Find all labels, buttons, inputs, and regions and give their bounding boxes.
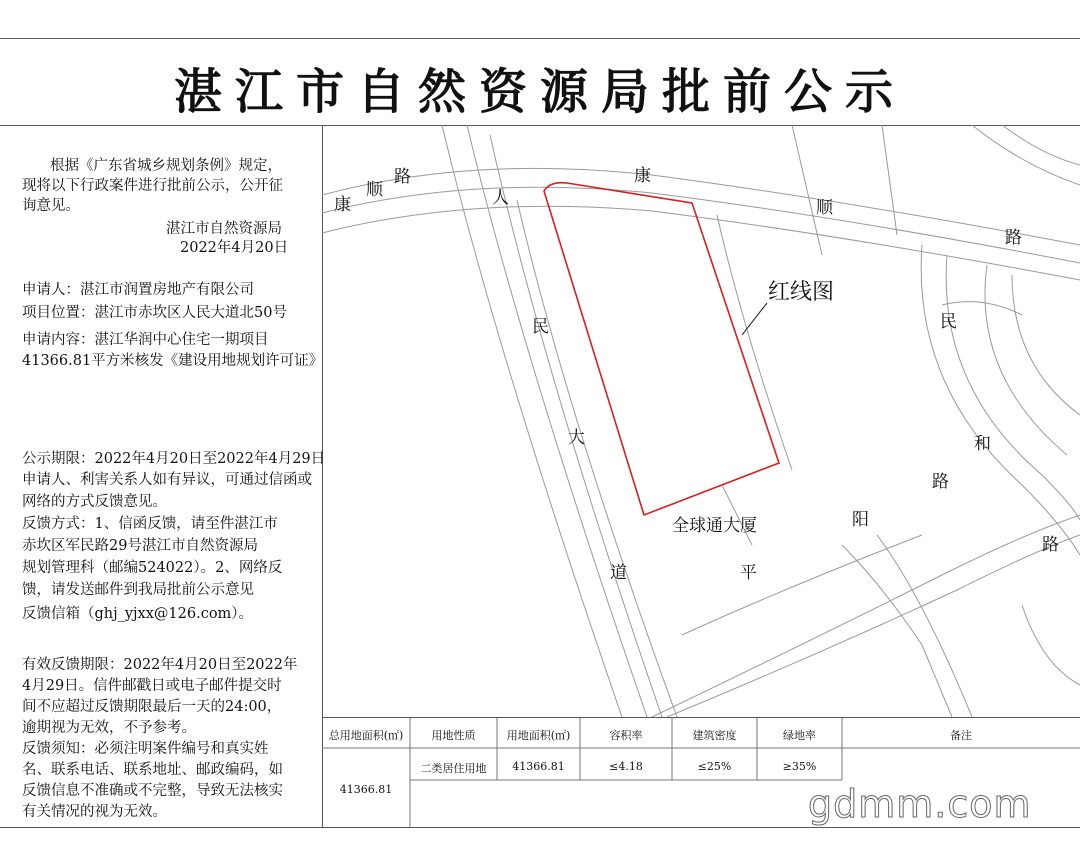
table-header: 绿地率 — [783, 729, 816, 742]
road-label: 人 — [492, 188, 509, 208]
table-header: 总用地面积(㎡) — [328, 729, 404, 742]
page-title: 湛江市自然资源局批前公示 — [173, 64, 906, 120]
notice-feedback-line: 赤坎区军民路29号湛江市自然资源局 — [22, 538, 258, 554]
table-header: 备注 — [950, 729, 972, 742]
notice-note-line: 有关情况的视为无效。 — [22, 804, 167, 820]
table-total-area: 41366.81 — [339, 783, 393, 796]
table-cell: 二类居住用地 — [420, 762, 487, 775]
notice-feedback-email: 反馈信箱（ghj_yjxx@126.com）。 — [22, 606, 254, 622]
road-label: 道 — [610, 563, 627, 583]
road-label: 阳 — [852, 510, 869, 530]
notice-issuer: 湛江市自然资源局 — [166, 221, 282, 237]
table-cell: ≤25% — [697, 760, 732, 773]
road-label: 民 — [940, 312, 957, 332]
map-drawing — [322, 125, 1080, 717]
notice-intro-line: 根据《广东省城乡规划条例》规定， — [50, 158, 282, 174]
road-label: 顺 — [366, 180, 383, 200]
road-label: 康 — [334, 195, 351, 215]
title-bar — [0, 38, 1080, 126]
notice-applicant: 申请人：湛江市润置房地产有限公司 — [22, 282, 254, 298]
notice-valid-line: 间不应超过反馈期限最后一天的24:00， — [22, 699, 282, 715]
notice-feedback-line: 反馈方式：1、信函反馈，请至件湛江市 — [22, 516, 278, 532]
notice-date: 2022年4月20日 — [180, 240, 289, 256]
table-header: 用地面积(㎡) — [506, 729, 571, 742]
notice-intro-line: 现将以下行政案件进行批前公示，公开征 — [22, 178, 283, 194]
notice-content-line: 申请内容：湛江华润中心住宅一期项目 — [22, 332, 269, 348]
table-header: 用地性质 — [431, 729, 476, 742]
notice-valid-line: 有效反馈期限：2022年4月20日至2022年 — [22, 657, 298, 673]
notice-period-line: 网络的方式反馈意见。 — [22, 494, 167, 510]
notice-intro-line: 询意见。 — [22, 198, 80, 214]
notice-panel — [0, 125, 326, 827]
road-label: 康 — [634, 166, 651, 186]
road-label: 民 — [532, 317, 549, 337]
notice-note-line: 反馈信息不准确或不完整，导致无法核实 — [22, 783, 283, 799]
road-label: 路 — [394, 167, 411, 187]
notice-location: 项目位置：湛江市赤坎区人民大道北50号 — [22, 305, 287, 321]
notice-note-line: 反馈须知：必须注明案件编号和真实姓 — [22, 741, 269, 757]
road-label: 大 — [568, 428, 585, 448]
leader-line — [742, 303, 767, 335]
notice-period-line: 申请人、利害关系人如有异议，可通过信函或 — [22, 472, 312, 488]
notice-feedback-line: 馈，请发送邮件到我局批前公示意见 — [22, 582, 254, 598]
table-cell: 41366.81 — [512, 760, 565, 773]
notice-valid-line: 逾期视为无效，不予参考。 — [22, 720, 196, 736]
map-heading: 红线图 — [768, 280, 835, 305]
red-line-map — [322, 125, 1080, 717]
table-header: 容积率 — [609, 729, 643, 742]
road-label: 路 — [1042, 535, 1059, 555]
notice-period-line: 公示期限：2022年4月20日至2022年4月29日 — [22, 451, 326, 467]
building-label: 全球通大厦 — [672, 516, 757, 536]
table-cell: ≥35% — [782, 760, 817, 773]
table-cell: ≤4.18 — [609, 760, 643, 773]
notice-valid-line: 4月29日。信件邮戳日或电子邮件提交时 — [22, 678, 282, 694]
notice-note-line: 名、联系电话、联系地址、邮政编码，如 — [22, 762, 283, 778]
watermark: gdmm.com — [808, 782, 1032, 826]
notice-content-line: 41366.81平方米核发《建设用地规划许可证》 — [22, 353, 324, 369]
road-label: 平 — [740, 563, 757, 583]
road-label: 路 — [1005, 228, 1022, 248]
road-label: 和 — [974, 434, 991, 454]
table-header: 建筑密度 — [692, 729, 737, 742]
road-label: 顺 — [816, 198, 833, 218]
bottom-border — [0, 827, 1080, 828]
notice-feedback-line: 规划管理科（邮编524022）。2、网络反 — [22, 560, 283, 576]
road-label: 路 — [932, 472, 949, 492]
